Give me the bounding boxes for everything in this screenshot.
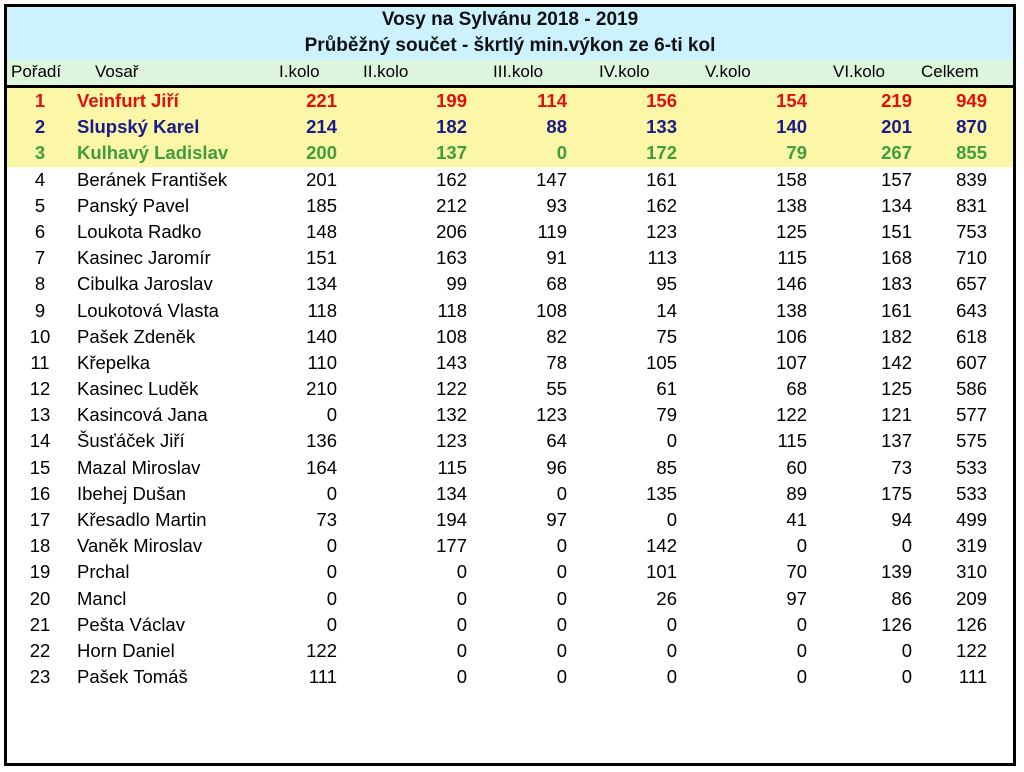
- table-row: [7, 245, 1013, 271]
- name-cell: Loukotová Vlasta: [77, 299, 219, 321]
- table-row: [7, 586, 1013, 612]
- rank-cell: 21: [29, 613, 51, 635]
- round-2-cell: 134: [436, 482, 467, 504]
- total-cell: 577: [956, 404, 987, 426]
- round-2-cell: 99: [446, 273, 467, 295]
- round-3-cell: 123: [536, 404, 567, 426]
- name-cell: Kasincová Jana: [77, 404, 208, 426]
- round-5-cell: 115: [777, 430, 807, 452]
- name-cell: Křepelka: [77, 351, 151, 373]
- column-header-row: [7, 60, 1013, 88]
- round-2-cell: 0: [456, 666, 467, 688]
- total-cell: 533: [956, 456, 987, 478]
- round-1-cell: 0: [326, 587, 337, 609]
- round-1-cell: 118: [307, 299, 337, 321]
- round-2-cell: 0: [456, 587, 467, 609]
- round-6-cell: 0: [901, 639, 912, 661]
- total-cell: 499: [956, 509, 987, 530]
- round-6-cell: 139: [881, 561, 912, 583]
- total-cell: 618: [956, 325, 987, 347]
- results-sheet: [4, 4, 1016, 766]
- rank-cell: 15: [29, 456, 51, 478]
- round-2-cell: 206: [436, 220, 467, 242]
- round-6-cell: 151: [881, 220, 912, 242]
- round-6-cell: 134: [881, 194, 912, 216]
- round-2-cell: 132: [436, 404, 467, 426]
- round-2-cell: 0: [456, 613, 467, 635]
- round-2-cell: 199: [436, 90, 467, 111]
- round-5-cell: 79: [786, 142, 807, 164]
- round-3-cell: 82: [546, 325, 567, 347]
- round-3-cell: 55: [546, 378, 567, 400]
- table-row: [7, 114, 1013, 140]
- round-4-cell: 142: [646, 535, 677, 557]
- rank-cell: 3: [34, 142, 46, 164]
- header-rank: Pořadí: [11, 62, 62, 81]
- sheet-title: Vosy na Sylvánu 2018 - 2019: [381, 9, 639, 30]
- round-6-cell: 175: [881, 482, 912, 504]
- round-1-cell: 134: [306, 273, 337, 295]
- round-3-cell: 68: [546, 273, 567, 295]
- round-6-cell: 219: [881, 90, 912, 111]
- round-4-cell: 172: [646, 142, 677, 164]
- round-4-cell: 101: [646, 561, 677, 583]
- round-6-cell: 183: [881, 273, 912, 295]
- name-cell: Mancl: [77, 587, 127, 609]
- round-6-cell: 0: [901, 535, 912, 557]
- name-cell: Beránek František: [77, 168, 228, 190]
- round-4-cell: 113: [647, 247, 677, 269]
- name-cell: Slupský Karel: [77, 116, 200, 138]
- rank-cell: 13: [29, 404, 51, 426]
- header-round-1: I.kolo: [279, 62, 320, 81]
- round-2-cell: 0: [456, 561, 467, 583]
- round-4-cell: 95: [656, 273, 677, 295]
- round-1-cell: 201: [306, 168, 337, 190]
- round-2-cell: 0: [456, 639, 467, 661]
- round-2-cell: 163: [436, 247, 467, 269]
- round-4-cell: 156: [646, 90, 677, 111]
- name-cell: Pašek Tomáš: [77, 666, 188, 688]
- rank-cell: 18: [29, 535, 51, 557]
- round-6-cell: 161: [881, 299, 912, 321]
- table-row: [7, 271, 1013, 297]
- total-cell: 319: [956, 535, 987, 557]
- round-3-cell: 93: [546, 194, 567, 216]
- total-cell: 710: [956, 247, 987, 269]
- round-1-cell: 111: [308, 666, 337, 688]
- rank-cell: 23: [29, 666, 51, 688]
- rank-cell: 1: [34, 90, 46, 111]
- round-3-cell: 97: [546, 509, 567, 530]
- round-4-cell: 75: [656, 325, 677, 347]
- table-row: [7, 88, 1013, 114]
- rank-cell: 5: [34, 194, 46, 216]
- table-row: [7, 376, 1013, 402]
- round-4-cell: 161: [646, 168, 677, 190]
- total-cell: 122: [956, 639, 987, 661]
- table-row: [7, 140, 1013, 166]
- name-cell: Vaněk Miroslav: [77, 535, 203, 557]
- round-5-cell: 138: [776, 299, 807, 321]
- total-cell: 575: [956, 430, 987, 452]
- table-row: [7, 664, 1013, 690]
- total-cell: 949: [956, 90, 987, 111]
- round-6-cell: 126: [881, 613, 912, 635]
- round-6-cell: 137: [881, 430, 912, 452]
- header-round-4: IV.kolo: [599, 62, 650, 81]
- round-4-cell: 61: [656, 378, 677, 400]
- round-4-cell: 0: [666, 639, 677, 661]
- rank-cell: 2: [34, 116, 46, 138]
- header-round-3: III.kolo: [493, 62, 544, 81]
- round-1-cell: 0: [326, 535, 337, 557]
- round-1-cell: 151: [306, 247, 337, 269]
- round-2-cell: 123: [436, 430, 467, 452]
- round-3-cell: 114: [537, 90, 567, 111]
- round-4-cell: 0: [666, 509, 677, 530]
- rank-cell: 11: [30, 351, 50, 373]
- round-4-cell: 85: [656, 456, 677, 478]
- total-cell: 310: [956, 561, 987, 583]
- round-2-cell: 177: [436, 535, 467, 557]
- round-5-cell: 89: [786, 482, 807, 504]
- header-round-2: II.kolo: [363, 62, 409, 81]
- table-row: [7, 350, 1013, 376]
- round-1-cell: 148: [306, 220, 337, 242]
- round-6-cell: 142: [881, 351, 912, 373]
- title-band: [7, 7, 1013, 60]
- round-1-cell: 122: [306, 639, 337, 661]
- table-row: [7, 481, 1013, 507]
- round-6-cell: 201: [881, 116, 912, 138]
- round-5-cell: 0: [796, 639, 807, 661]
- round-2-cell: 143: [436, 351, 467, 373]
- round-6-cell: 0: [901, 666, 912, 688]
- name-cell: Ibehej Dušan: [77, 482, 187, 504]
- round-5-cell: 41: [786, 509, 807, 530]
- total-cell: 126: [956, 613, 987, 635]
- round-6-cell: 182: [881, 325, 912, 347]
- round-1-cell: 164: [306, 456, 337, 478]
- round-1-cell: 200: [306, 142, 337, 164]
- table-row: [7, 507, 1013, 533]
- round-5-cell: 60: [786, 456, 807, 478]
- round-4-cell: 79: [656, 404, 677, 426]
- total-cell: 870: [956, 116, 987, 138]
- round-6-cell: 73: [891, 456, 912, 478]
- round-1-cell: 214: [306, 116, 337, 138]
- rank-cell: 9: [34, 299, 46, 321]
- round-1-cell: 0: [326, 613, 337, 635]
- round-3-cell: 88: [546, 116, 567, 138]
- table-row: [7, 533, 1013, 559]
- round-5-cell: 154: [776, 90, 807, 111]
- name-cell: Prchal: [77, 561, 130, 583]
- round-4-cell: 133: [646, 116, 677, 138]
- round-3-cell: 119: [537, 220, 567, 242]
- round-5-cell: 97: [786, 587, 807, 609]
- table-row: [7, 402, 1013, 428]
- round-1-cell: 185: [306, 194, 337, 216]
- round-5-cell: 122: [776, 404, 807, 426]
- round-4-cell: 0: [666, 613, 677, 635]
- name-cell: Pašek Zdeněk: [77, 325, 196, 347]
- round-4-cell: 123: [646, 220, 677, 242]
- round-6-cell: 168: [881, 247, 912, 269]
- name-cell: Kasinec Jaromír: [77, 247, 211, 269]
- name-cell: Horn Daniel: [77, 639, 175, 661]
- rank-cell: 22: [29, 639, 51, 661]
- round-5-cell: 125: [776, 220, 807, 242]
- round-5-cell: 115: [777, 247, 807, 269]
- table-row: [7, 455, 1013, 481]
- round-3-cell: 0: [556, 666, 567, 688]
- round-5-cell: 146: [776, 273, 807, 295]
- round-3-cell: 0: [556, 587, 567, 609]
- round-1-cell: 0: [326, 404, 337, 426]
- round-5-cell: 107: [776, 351, 807, 373]
- total-cell: 111: [958, 666, 987, 688]
- round-5-cell: 0: [796, 666, 807, 688]
- round-6-cell: 157: [881, 168, 912, 190]
- round-4-cell: 135: [646, 482, 677, 504]
- round-5-cell: 68: [786, 378, 807, 400]
- round-3-cell: 64: [546, 430, 567, 452]
- round-1-cell: 221: [306, 90, 337, 111]
- round-1-cell: 110: [307, 351, 337, 373]
- round-2-cell: 162: [436, 168, 467, 190]
- round-5-cell: 0: [796, 613, 807, 635]
- rank-cell: 17: [29, 509, 51, 530]
- total-cell: 607: [956, 351, 987, 373]
- round-6-cell: 125: [881, 378, 912, 400]
- name-cell: Kasinec Luděk: [77, 378, 199, 400]
- round-3-cell: 0: [556, 142, 567, 164]
- total-cell: 839: [956, 168, 987, 190]
- round-1-cell: 136: [306, 430, 337, 452]
- round-1-cell: 0: [326, 482, 337, 504]
- header-total: Celkem: [921, 62, 979, 81]
- name-cell: Panský Pavel: [77, 194, 190, 216]
- header-round-5: V.kolo: [705, 62, 751, 81]
- round-3-cell: 108: [536, 299, 567, 321]
- name-cell: Veinfurt Jiří: [77, 90, 179, 111]
- round-4-cell: 14: [656, 299, 677, 321]
- rank-cell: 10: [29, 325, 51, 347]
- total-cell: 753: [956, 220, 987, 242]
- round-3-cell: 78: [546, 351, 567, 373]
- name-cell: Cibulka Jaroslav: [77, 273, 213, 295]
- round-2-cell: 182: [436, 116, 467, 138]
- rank-cell: 19: [29, 561, 51, 583]
- round-5-cell: 158: [776, 168, 807, 190]
- name-cell: Šusťáček Jiří: [77, 430, 185, 452]
- round-2-cell: 137: [436, 142, 467, 164]
- rank-cell: 12: [29, 378, 51, 400]
- total-cell: 855: [956, 142, 987, 164]
- round-4-cell: 105: [646, 351, 677, 373]
- round-4-cell: 0: [666, 430, 677, 452]
- name-cell: Loukota Radko: [77, 220, 202, 242]
- round-5-cell: 140: [776, 116, 807, 138]
- header-round-6: VI.kolo: [833, 62, 885, 81]
- name-cell: Kulhavý Ladislav: [77, 142, 229, 164]
- round-5-cell: 70: [786, 561, 807, 583]
- round-2-cell: 194: [436, 509, 467, 530]
- name-cell: Pešta Václav: [77, 613, 185, 635]
- round-2-cell: 212: [436, 194, 467, 216]
- name-cell: Křesadlo Martin: [77, 509, 207, 530]
- round-3-cell: 0: [556, 535, 567, 557]
- round-1-cell: 73: [316, 509, 337, 530]
- total-cell: 831: [956, 194, 987, 216]
- table-row: [7, 559, 1013, 585]
- round-3-cell: 147: [536, 168, 567, 190]
- round-3-cell: 0: [556, 561, 567, 583]
- round-4-cell: 26: [656, 587, 677, 609]
- table-row: [7, 167, 1013, 193]
- round-5-cell: 106: [776, 325, 807, 347]
- total-cell: 657: [956, 273, 987, 295]
- table-row: [7, 193, 1013, 219]
- table-row: [7, 298, 1013, 324]
- round-3-cell: 91: [546, 247, 567, 269]
- total-cell: 533: [956, 482, 987, 504]
- round-5-cell: 0: [796, 535, 807, 557]
- total-cell: 643: [956, 299, 987, 321]
- round-6-cell: 94: [891, 509, 912, 530]
- rank-cell: 6: [34, 220, 46, 242]
- round-4-cell: 162: [646, 194, 677, 216]
- round-6-cell: 86: [891, 587, 912, 609]
- round-6-cell: 121: [881, 404, 912, 426]
- table-row: [7, 324, 1013, 350]
- header-name: Vosař: [95, 62, 139, 81]
- round-3-cell: 0: [556, 639, 567, 661]
- round-1-cell: 140: [306, 325, 337, 347]
- table-row: [7, 638, 1013, 664]
- round-6-cell: 267: [881, 142, 912, 164]
- rank-cell: 7: [34, 247, 46, 269]
- round-3-cell: 0: [556, 613, 567, 635]
- rank-cell: 14: [29, 430, 51, 452]
- rank-cell: 16: [29, 482, 51, 504]
- round-3-cell: 96: [546, 456, 567, 478]
- table-row: [7, 219, 1013, 245]
- rank-cell: 8: [34, 273, 46, 295]
- sheet-subtitle: Průběžný součet - škrtlý min.výkon ze 6-ti kol: [304, 35, 716, 56]
- round-1-cell: 210: [306, 378, 337, 400]
- name-cell: Mazal Miroslav: [77, 456, 201, 478]
- total-cell: 586: [956, 378, 987, 400]
- round-2-cell: 122: [436, 378, 467, 400]
- results-table-body: [7, 88, 1013, 690]
- round-3-cell: 0: [556, 482, 567, 504]
- table-row: [7, 612, 1013, 638]
- round-2-cell: 108: [436, 325, 467, 347]
- round-1-cell: 0: [326, 561, 337, 583]
- round-2-cell: 115: [437, 456, 467, 478]
- round-4-cell: 0: [666, 666, 677, 688]
- table-row: [7, 428, 1013, 454]
- rank-cell: 4: [34, 168, 46, 190]
- total-cell: 209: [956, 587, 987, 609]
- round-2-cell: 118: [437, 299, 467, 321]
- rank-cell: 20: [29, 587, 51, 609]
- round-5-cell: 138: [776, 194, 807, 216]
